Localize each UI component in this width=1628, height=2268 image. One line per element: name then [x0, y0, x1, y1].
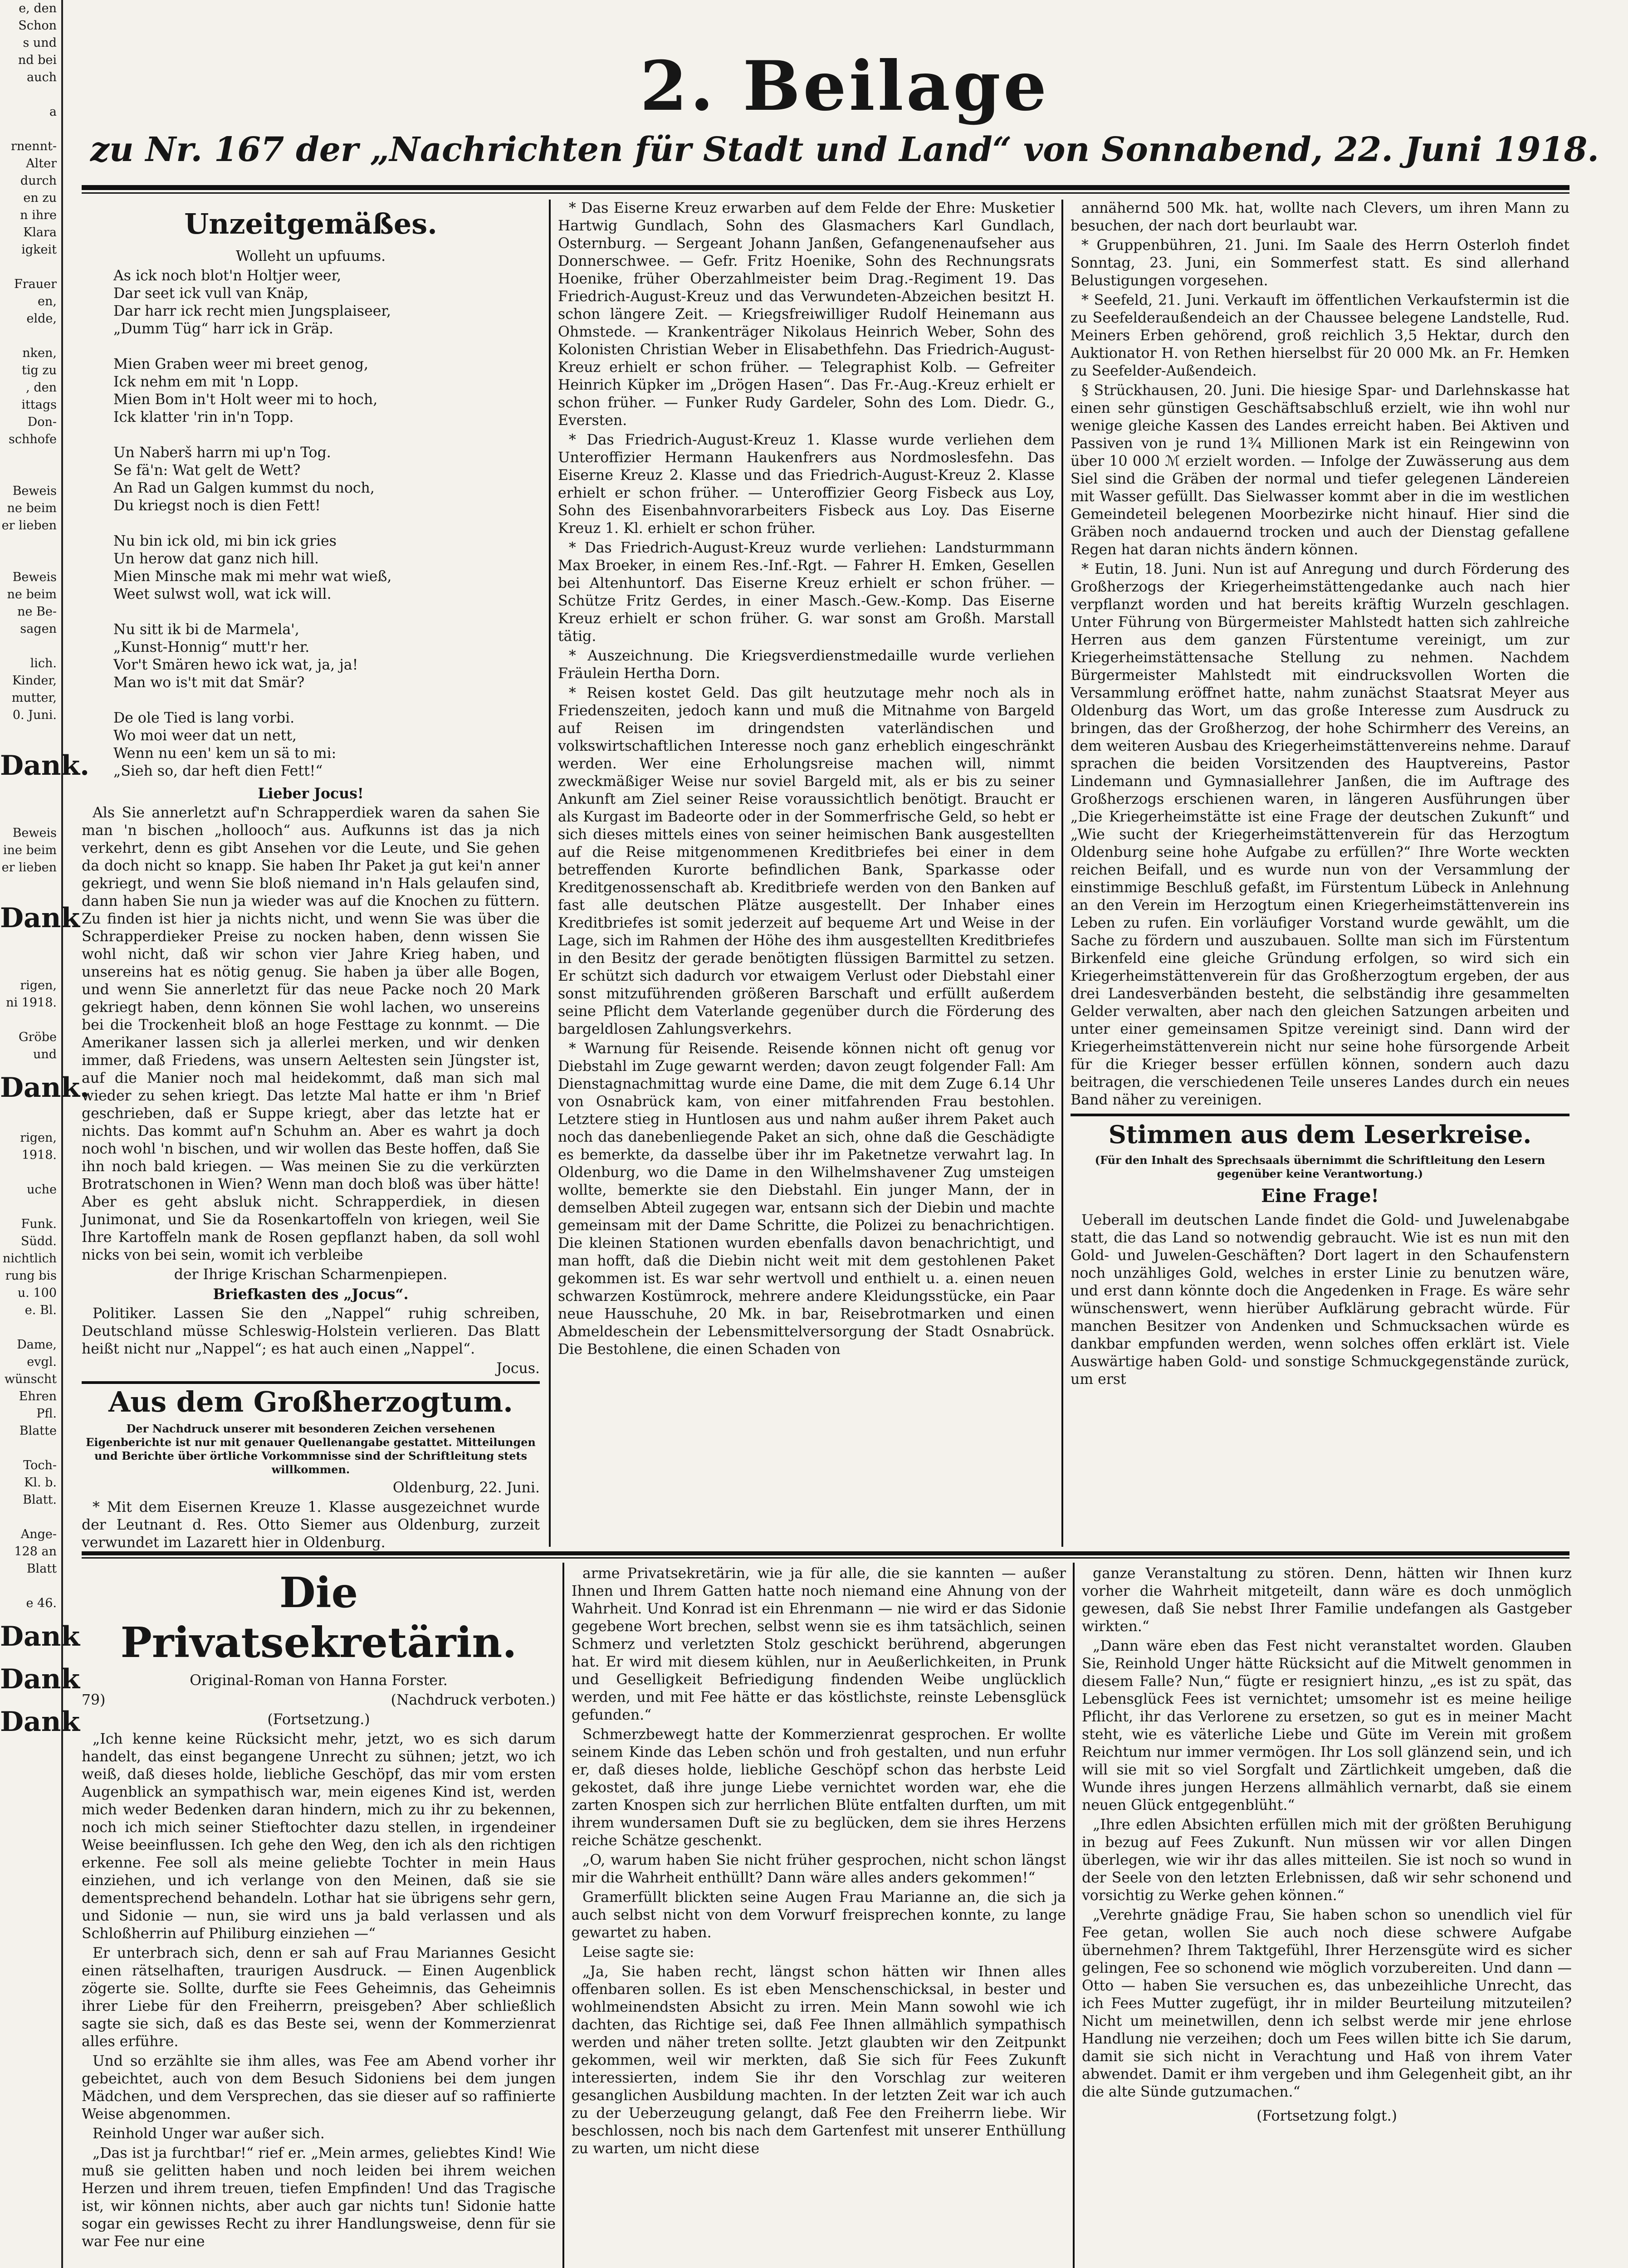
- strip-fragment: [0, 638, 61, 655]
- strip-fragment: [0, 259, 61, 276]
- issue-line: zu Nr. 167 der „Nachrichten für Stadt und Land“ von Sonnabend, 22. Juni 1918.: [90, 130, 1599, 169]
- postbox-signature: Jocus.: [496, 1360, 540, 1377]
- strip-fragment: ne beim: [7, 587, 57, 601]
- strip-fragment: Dame,: [17, 1338, 57, 1352]
- strip-big-word: Dank: [0, 902, 80, 934]
- strip-fragment: [0, 1112, 61, 1129]
- paragraph: * Reisen kostet Geld. Das gilt heutzutage mehr noch als in Friedenszeiten, jedoch kann und muß die Mitnahme von Bargeld auf Reisen im dringendsten vaterländischen und volkswirtschaftlichen Interesse noch ganz erheblich eingeschränkt werden. Wer eine Erholungsreise machen will, nimmt zweckmäßiger Weise nur soviel Bargeld mit, als er bis zu seiner Ankunft am Ziel seiner Reise voraussichtlich benötigt. Braucht er als Kurgast im Badeorte oder in der Sommerfrische Geld, so hebt er sich dieses mittels eines von seiner heimischen Bank ausgestellten auf die Reise mitgenommenen Kreditbriefes bei einer in dem betreffenden Kurorte befindlichen Bank, Sparkasse oder Kreditgenossenschaft ab. Kreditbriefe werden von den Banken auf fast alle deutschen Plätze ausgestellt. Der Inhaber eines Kreditbriefes ist somit jederzeit auf bequeme Art und Weise in der Lage, sich im Rahmen der Höhe des ihm ausgestellten Kreditbriefes in den Besitz der gerade benötigten flüssigen Barmittel zu setzen. Er schützt sich dadurch vor etwaigem Verlust oder Diebstahl einer sonst mitzuführenden größeren Barschaft und erfüllt außerdem seine Pflicht dem Vaterlande gegenüber durch die Förderung des bargeldlosen Zahlungsverkehrs.: [558, 685, 1055, 1037]
- strip-fragment: [0, 327, 61, 345]
- strip-fragment: ni 1918.: [6, 996, 57, 1010]
- novel-end-note: (Fortsetzung folgt.): [1256, 2108, 1397, 2124]
- strip-fragment: [0, 1319, 61, 1336]
- strip-fragment: Frauer: [14, 277, 57, 291]
- novel-byline: Original-Roman von Hanna Forster.: [190, 1672, 448, 1689]
- strip-big-word: Dank.: [0, 750, 89, 782]
- paragraph: * Eutin, 18. Juni. Nun ist auf Anregung und durch Förderung des Großherzogs der Kriegerheimstättengedanke auch nach hier verpflanzt worden und hat bereits kräftig Wurzeln geschlagen. Unter Führung von Bürgermeister Mahlstedt hatten sich zahlreiche Herren aus dem ganzen Fürstentume vereinigt, um zur Kriegerheimstättensache Stellung zu nehmen. Nachdem Bürgermeister Mahlstedt mit eindrucksvollen Worten die Versammlung eröffnet hatte, nahm zunächst Staatsrat Meyer aus Oldenburg das Wort, um das große Interesse zum Ausdruck zu bringen, das der Großherzog, der hohe Schirmherr des Vereins, an dem weiteren Ausbau des Kriegerheimstättenvereins nehme. Darauf sprachen die beiden Vorsitzenden des Hauptvereins, Pastor Lindemann und Gymnasiallehrer Janßen, die im Auftrage des Großherzogs erschienen waren, in längeren Ausführungen über „Die Kriegerheimstätte ist eine Frage der deutschen Zukunft“ und „Wie sucht der Kriegerheimstättenverein für das Herzogtum Oldenburg seine hohe Aufgabe zu erfüllen?“ Ihre Worte weckten reichen Beifall, und es wurde nun von der Versammlung der einstimmige Beschluß gefaßt, im Fürstentum Lübeck in Anlehnung an den Verein im Herzogtum einen Kriegerheimstättenverein ins Leben zu rufen. Ein vorläufiger Vorstand wurde gewählt, um die Sache zu fördern und auszubauen. Sollte man sich im Fürstentum Birkenfeld eine gleiche Gründung erfolgen, so wird sich ein Kriegerheimstättenverein für das Großherzogtum ergeben, der aus drei Landesverbänden besteht, die selbständig ihre gesammelten Gelder verwalten, aber nach den gleichen Satzungen arbeiten und unter einer gemeinsamen Spitze vereinigt sind. Dann wird der Kriegerheimstättenverein nicht nur seine hohe fürsorgende Arbeit für die Krieger besser erfüllen können, sondern auch dazu beitragen, die verschiedenen Teile unseres Landes durch ein neues Band näher zu vereinigen.: [1071, 561, 1569, 1108]
- paragraph: § Strückhausen, 20. Juni. Die hiesige Spar- und Darlehnskasse hat einen sehr günstigen Geschäftsabschluß erzielt, wie ihn wohl nur wenige gleiche Kassen des Landes erreicht haben. Bei Aktiven und Passiven von je rund 1¾ Millionen Mark ist ein Reingewinn von über 10 000 ℳ erzielt worden. — Infolge der Zuwässerung aus dem Siel sind die Gräben der normal und tiefer gelegenen Ländereien mit Wasser gefüllt. Das Sielwasser kommt aber in die im westlichen Gemeindeteil belegenen Moorbezirke nicht hinauf. Hier sind die Gräben noch andauernd trocken und auch der Dienstag gefallene Regen hat daran nichts ändern können.: [1071, 382, 1569, 558]
- strip-fragment: s und: [23, 36, 57, 50]
- novel-reprint-note: (Nachdruck verboten.): [391, 1692, 556, 1708]
- poem-line: Se fä'n: Wat gelt de Wett?: [113, 462, 301, 479]
- strip-fragment: ne Be-: [17, 605, 57, 619]
- strip-fragment: nichtlich: [2, 1251, 57, 1266]
- section-note: Der Nachdruck unserer mit besonderen Zeichen versehenen Eigenberichte ist nur mit genauer Quellenangabe gestattet. Mitteilungen und Berichte über örtliche Vorkommnisse sind der Schriftleitung stets willkommen.: [86, 1422, 536, 1476]
- column-1: [82, 200, 540, 1549]
- strip-fragment: Beweis: [12, 484, 57, 498]
- strip-fragment: Blatt.: [23, 1493, 57, 1507]
- section-rule: [1071, 1114, 1569, 1116]
- strip-fragment: lich.: [30, 656, 57, 670]
- strip-fragment: [0, 534, 61, 552]
- section-rule: [82, 1381, 540, 1384]
- strip-fragment: [0, 1198, 61, 1216]
- column-divider: [1061, 200, 1063, 1547]
- strip-fragment: er lieben: [1, 518, 57, 533]
- news-item: * Mit dem Eisernen Kreuze 1. Klasse ausgezeichnet wurde der Leutnant d. Res. Otto Siemer aus Oldenburg, zurzeit verwundet im Lazarett hier in Oldenburg.: [82, 1499, 540, 1551]
- strip-fragment: ine beim: [3, 843, 57, 857]
- header-rule-thin: [82, 192, 1569, 194]
- strip-fragment: Funk.: [21, 1217, 57, 1231]
- dateline: Oldenburg, 22. Juni.: [392, 1480, 540, 1496]
- strip-fragment: 1918.: [21, 1148, 57, 1162]
- paragraph: „Ihre edlen Absichten erfüllen mich mit der größten Beruhigung in bezug auf Fees Zukunft. Nun müssen wir vor allen Dingen überlegen, wie wir ihr das alles mitteilen. Sie ist noch so wund in der Seele von den letzten Erlebnissen, daß wir sehr schonend und vorsichtig zu Werke gehen können.“: [1082, 1817, 1572, 1904]
- postbox-body: Politiker. Lassen Sie den „Nappel“ ruhig schreiben, Deutschland müsse Schleswig-Holstein verlieren. Das Blatt heißt nicht nur „Nappel“; es hat auch einen „Nappel“.: [82, 1305, 540, 1357]
- paragraph: * Das Friedrich-August-Kreuz 1. Klasse wurde verliehen dem Unteroffizier Hermann Haukenfrers aus Nordmoslesfehn. Das Eiserne Kreuz 2. Klasse und das Friedrich-August-Kreuz 2. Klasse erhielt er schon früher. — Unteroffizier Georg Fisbeck aus Loy, Sohn des Eisenbahnvorarbeiters Fisbeck aus Loy. Das Eiserne Kreuz 1. Kl. erhielt er schon früher.: [558, 432, 1055, 537]
- strip-fragment: [0, 86, 61, 103]
- poem-line: [113, 603, 540, 621]
- strip-fragment: sagen: [20, 622, 57, 636]
- paragraph: „Ja, Sie haben recht, längst schon hätten wir Ihnen alles offenbaren sollen. Es ist eben Menschenschicksal, in bester und wohlmeinendsten Absicht zu irren. Mein Mann sowohl wie ich dachten, das Richtige sei, daß Fee Ihnen allmählich sympathisch werden und näher treten sollte. Jetzt glaubten wir den Zeitpunkt gekommen, weil wir merkten, daß Sie sich für Fees Zukunft interessierten, indem Sie ihr den Vorschlag zur weiteren gesanglichen Ausbildung machten. In der letzten Zeit war ich auch zu der Ueberzeugung gelangt, daß Fee den Freiherrn liebe. Wir beschlossen, noch bis nach dem Gartenfest mit unserer Enthüllung zu warten, um nicht diese: [572, 1964, 1066, 2157]
- strip-fragment: schhofe: [9, 432, 57, 446]
- strip-fragment: auch: [27, 70, 57, 84]
- strip-fragment: Südd.: [20, 1234, 57, 1248]
- paragraph: * Gruppenbühren, 21. Juni. Im Saale des Herrn Osterloh findet Sonntag, 23. Juni, ein Sommerfest statt. Es sind allerhand Belustigungen vorgesehen.: [1071, 237, 1569, 289]
- poem-line: Dar seet ick vull van Knäp,: [113, 285, 308, 302]
- poem-line: „Sieh so, dar heft dien Fett!“: [113, 763, 323, 779]
- strip-fragment: Blatte: [19, 1424, 57, 1438]
- strip-fragment: elde,: [26, 312, 57, 326]
- poem-line: Mien Minsche mak mi mehr wat wieß,: [113, 568, 392, 585]
- strip-fragment: Alter: [26, 156, 57, 171]
- strip-fragment: rung bis: [5, 1269, 57, 1283]
- strip-fragment: ne beim: [7, 501, 57, 515]
- strip-fragment: Toch-: [23, 1458, 57, 1472]
- poem-line: Wenn nu een' kem un sä to mi:: [113, 745, 337, 762]
- paragraph: * Seefeld, 21. Juni. Verkauft im öffentlichen Verkaufstermin ist die zu Seefelderaußendeich an der Chaussee belegene Landstelle, Rud. Meiners Erben gehörend, groß reichlich 3,5 Hektar, durch den Auktionator H. von Rethen hierselbst für 20 000 Mk. an Fr. Hemken zu Seefelder-Außendeich.: [1071, 292, 1569, 379]
- poem-line: Wo moi weer dat un nett,: [113, 728, 297, 744]
- strip-fragment: [0, 1012, 61, 1029]
- paragraph: Schmerzbewegt hatte der Kommerzienrat gesprochen. Er wollte seinem Kinde das Leben schön und froh gestalten, und nun erfuhr er, daß dieses holde, liebliche Geschöpf schon das herbste Leid gekostet, daß ihre junge Liebe vernichtet worden war, ehe die zarten Knospen sich zur herrlichen Blüte entfalten durften, um mit ihrem wundersamen Duft sie zu beglücken, dem sie ihres Herzens reiche Schätze geschenkt.: [572, 1726, 1066, 1849]
- strip-big-word: Dank: [0, 1621, 80, 1652]
- question-title: Eine Frage!: [1261, 1185, 1379, 1207]
- poem: [82, 267, 540, 780]
- section-title: Aus dem Großherzogtum.: [108, 1385, 513, 1418]
- strip-fragment: e 46.: [26, 1596, 57, 1610]
- poem-line: As ick noch blot'n Holtjer weer,: [113, 268, 342, 284]
- postbox-heading: Briefkasten des „Jocus“.: [213, 1286, 409, 1303]
- poem-line: Un Naberš harrn mi up'n Tog.: [113, 445, 331, 461]
- strip-fragment: Ange-: [20, 1527, 57, 1541]
- strip-fragment: Ehren: [19, 1389, 57, 1403]
- poem-line: Mien Bom in't Holt weer mi to hoch,: [113, 391, 378, 408]
- paragraph: ganze Veranstaltung zu stören. Denn, hätten wir Ihnen kurz vorher die Wahrheit mitgeteilt, dann wäre es doch unmöglich gewesen, daß Sie nebst Ihrer Familie undefangen als Gastgeber wirkten.“: [1082, 1565, 1572, 1635]
- poem-line: Dar harr ick recht mien Jungsplaiseer,: [113, 303, 391, 319]
- poem-line: Mien Graben weer mi breet genog,: [113, 356, 369, 372]
- strip-big-word: Dank: [0, 1663, 80, 1695]
- strip-fragment: [0, 943, 61, 960]
- section-note: (Für den Inhalt des Sprechsaals übernimmt die Schriftleitung den Lesern gegenüber keine Verantwortung.): [1095, 1154, 1545, 1180]
- strip-fragment: en,: [38, 294, 57, 308]
- paragraph: „Ich kenne keine Rücksicht mehr, jetzt, wo es sich darum handelt, das einst begangene Unrecht zu sühnen; jetzt, wo ich weiß, daß dieses holde, liebliche Geschöpf, das mir vom ersten Augenblick an sympathisch war, mein eigenes Kind ist, werden mich weder Bedenken daran hindern, mich zu ihr zu bekennen, noch ich mich seiner Stieftochter dazu stellen, in irgendeiner Weise beeinflussen. Ich gehe den Weg, den ich als den richtigen erkenne. Fee soll als meine geliebte Tochter in mein Haus einziehen, und ich verlange von den Meinen, daß sie sie dementsprechend behandeln. Lothar hat sie übrigens sehr gern, und Sidonie — nun, sie wird uns ja bald verlassen und als Schloßherrin auf Philiburg einziehen —“: [82, 1731, 556, 1942]
- strip-fragment: Kl. b.: [24, 1476, 57, 1490]
- strip-fragment: [0, 960, 61, 977]
- strip-fragment: [0, 552, 61, 569]
- strip-fragment: wünscht: [4, 1372, 57, 1386]
- poem-line: „Kunst-Honnig“ mutt'r her.: [113, 639, 310, 655]
- paragraph: * Warnung für Reisende. Reisende können nicht oft genug vor Diebstahl im Zuge gewarnt werden; davon zeugt folgender Fall: Am Dienstagnachmittag wurde eine Dame, die mit dem Zuge 6.14 Uhr von Osnabrück kam, von einer mitfahrenden Frau bestohlen. Letztere stieg in Huntlosen aus und nahm außer ihrem Paket auch noch das danebenliegende Paket an sich, ohne daß die Geschädigte es bemerkte, da dasselbe über ihr im Paketnetze verwahrt lag. In Oldenburg, wo die Dame in den Wilhelmshavener Zug umsteigen wollte, bemerkte sie den Diebstahl. Ein junger Mann, der in demselben Abteil zugegen war, entsann sich der Diebin und machte gemeinsam mit der Dame Schritte, die Polizei zu benachrichtigen. Die kleinen Stationen wurden ebenfalls davon benachrichtigt, und man hofft, daß die Diebin nicht weit mit dem gestohlenen Paket gekommen ist. Es war sehr wertvoll und enthielt u. a. einen neuen schwarzen Kostümrock, mehrere andere Kleidungsstücke, ein Paar neue Hausschuhe, 20 Mk. in bar, Reisebrotmarken und einen Abmeldeschein der Lebensmittelversorgung der Stadt Osnabrück. Die Bestohlene, die einen Schaden von: [558, 1041, 1055, 1358]
- poem-line: [113, 426, 540, 444]
- strip-fragment: [0, 790, 61, 807]
- poem-line: Ick klatter 'rin in'n Topp.: [113, 409, 294, 425]
- poem-line: An Rad un Galgen kummst du noch,: [113, 480, 375, 496]
- paragraph: Er unterbrach sich, denn er sah auf Frau Mariannes Gesicht einen rätselhaften, traurigen Ausdruck. — Einen Augenblick zögerte sie. Sollte, durfte sie Fees Geheimnis, das Geheimnis ihrer Liebe für den Freiherrn, preisgeben? Aber schließlich sagte sie sich, daß es das Beste sei, wenn der Kommerzienrat alles erführe.: [82, 1945, 556, 2050]
- strip-fragment: u. 100: [17, 1286, 57, 1300]
- strip-fragment: , den: [26, 381, 57, 395]
- strip-fragment: rigen,: [20, 1131, 57, 1145]
- paragraph: „O, warum haben Sie nicht früher gesprochen, nicht schon längst mir die Wahrheit enthüllt? Dann wäre alles anders gekommen!“: [572, 1852, 1066, 1886]
- strip-fragment: ittags: [21, 398, 57, 412]
- paragraph: * Auszeichnung. Die Kriegsverdienstmedaille wurde verliehen Fräulein Hertha Dorn.: [558, 648, 1055, 682]
- strip-fragment: Beweis: [12, 570, 57, 584]
- mid-page-rule-thin: [82, 1557, 1569, 1559]
- strip-big-word: Dank: [0, 1706, 80, 1738]
- strip-fragment: Don-: [27, 415, 57, 429]
- strip-fragment: Pfl.: [36, 1407, 57, 1421]
- novel-column-divider: [562, 1563, 564, 2268]
- article-title: Unzeitgemäßes.: [184, 207, 437, 240]
- strip-fragment: [0, 807, 61, 825]
- strip-fragment: nd bei: [18, 53, 57, 67]
- strip-fragment: er lieben: [1, 860, 57, 875]
- strip-fragment: en zu: [23, 191, 57, 205]
- strip-fragment: a: [49, 105, 57, 119]
- poem-line: Vor't Smären hewo ick wat, ja, ja!: [113, 657, 358, 673]
- paragraph: „Das ist ja furchtbar!“ rief er. „Mein armes, geliebtes Kind! Wie muß sie gelitten haben und noch leiden bei ihrem weichen Herzen und ihrem treuen, tiefen Empfinden! Und das Tragische ist, wir können nichts, aber auch gar nichts tun! Sidonie hatte sogar ein gewisses Recht zu ihrer Handlungsweise, denn für sie war Fee nur eine: [82, 2145, 556, 2250]
- strip-fragment: [0, 1164, 61, 1181]
- strip-fragment: nken,: [22, 346, 57, 360]
- strip-fragment: Beweis: [12, 826, 57, 840]
- novel-title: Die Privatsekretärin.: [120, 1568, 517, 1667]
- column-3: [1071, 200, 1569, 1549]
- paragraph: * Das Eiserne Kreuz erwarben auf dem Felde der Ehre: Musketier Hartwig Gundlach, Sohn des Glasmachers Karl Gundlach, Osternburg. — Sergeant Johann Janßen, Gefangenenaufseher aus Donnerschwee. — Gefr. Fritz Hoenike, Sohn des Rechnungsrats Hoenike, früher Oberzahlmeister beim Drag.-Regiment 19. Das Friedrich-August-Kreuz und das Verwundeten-Abzeichen besitzt H. schon längere Zeit. — Kriegsfreiwilliger Rudolf Heinemann aus Ohmstede. — Krankenträger Nikolaus Heinrich Weber, Sohn des Kolonisten Christian Weber in Elisabethfehn. Das Friedrich-August-Kreuz erhielt er schon früher. — Telegraphist Kolb. — Gefreiter Heinrich Küpker im „Drögen Hasen“. Das Fr.-Aug.-Kreuz erhielt er schon früher. — Funker Rudy Gardeler, Sohn des Lom. Diedr. G., Eversten.: [558, 200, 1055, 429]
- question-body: Ueberall im deutschen Lande findet die Gold- und Juwelenabgabe statt, die das Land so notwendig gebraucht. Wie ist es nun mit den Gold- und Juwelen-Geschäften? Dort lagert in den Schaufenstern noch unzähliges Gold, welches in erster Linie zu benutzen wäre, und erst dann könnte doch die Angedenken in Frage. Es wäre sehr wünschenswert, wenn hierüber Aufklärung gebracht würde. Für manchen Besitzer von Andenken und Schmucksachen würde es dankbar empfunden werden, wenn solches offen erklärt ist. Viele Auswärtige haben Gold- und sonstige Schmuckgegenstände zurück, um erst: [1071, 1212, 1569, 1388]
- poem-line: Ick nehm em mit 'n Lopp.: [113, 374, 299, 390]
- poem-line: Nu bin ick old, mi bin ick gries: [113, 533, 337, 549]
- column-2: [558, 200, 1055, 1549]
- letter-signature: der Ihrige Krischan Scharmenpiepen.: [174, 1266, 448, 1283]
- strip-fragment: [0, 876, 61, 894]
- column-divider: [549, 200, 551, 1547]
- strip-fragment: [0, 1578, 61, 1595]
- poem-line: Du kriegst noch is dien Fett!: [113, 498, 321, 514]
- strip-fragment: Blatt: [26, 1562, 57, 1576]
- novel-column-1: [82, 1565, 556, 2268]
- strip-fragment: 128 an: [14, 1545, 57, 1559]
- paragraph: * Das Friedrich-August-Kreuz wurde verliehen: Landsturmmann Max Broeker, in einem Res.-Inf.-Rgt. — Fahrer H. Emken, Gesellen bei Altenhuntorf. Das Eiserne Kreuz erhielt er schon früher. — Schütze Fritz Gerdes, in einer Masch.-Gew.-Komp. Das Eiserne Kreuz erhielt er schon früher. G. war sonst am Großh. Marstall tätig.: [558, 540, 1055, 645]
- poem-line: Weet sulwst woll, wat ick will.: [113, 586, 332, 602]
- strip-fragment: 0. Juni.: [12, 708, 57, 722]
- column-3-news: [1071, 200, 1569, 1109]
- novel-continuation: (Fortsetzung.): [267, 1711, 370, 1728]
- strip-fragment: [0, 724, 61, 741]
- strip-fragment: rnennt-: [10, 139, 57, 153]
- paragraph: Leise sagte sie:: [582, 1944, 694, 1960]
- paragraph: Gramerfüllt blickten seine Augen Frau Marianne an, die sich ja auch selbst nicht von dem Vorwurf freisprechen konnte, zu lange gewartet zu haben.: [572, 1889, 1066, 1941]
- novel-column-2: [572, 1565, 1066, 2268]
- strip-fragment: igkeit: [21, 243, 57, 257]
- strip-fragment: Gröbe: [19, 1030, 57, 1044]
- paragraph: annähernd 500 Mk. hat, wollte nach Clevers, um ihren Mann zu besuchen, der nach dort beurlaubt war.: [1071, 200, 1569, 234]
- strip-fragment: rigen,: [20, 978, 57, 992]
- poem-line: [113, 338, 540, 356]
- strip-fragment: [0, 448, 61, 465]
- paragraph: Reinhold Unger war außer sich.: [93, 2126, 325, 2142]
- strip-fragment: n ihre: [20, 208, 57, 222]
- poem-line: „Dumm Tüg“ harr ick in Gräp.: [113, 321, 333, 337]
- strip-fragment: uche: [27, 1183, 57, 1197]
- poem-subtitle: Wolleht un upfuums.: [235, 248, 386, 264]
- mid-page-rule: [82, 1551, 1569, 1555]
- novel-installment-number: 79): [82, 1692, 106, 1708]
- strip-fragment: und: [33, 1047, 57, 1061]
- letter-heading: Lieber Jocus!: [258, 785, 364, 802]
- novel-column-divider: [1073, 1563, 1075, 2268]
- letter-body: Als Sie annerletzt auf'n Schrapperdiek waren da sahen Sie man 'n bischen „hollooch“ aus. Aufkunns ist das ja nich verkehrt, denn es gibt Ansehen vor die Leute, und Sie gehen da doch nicht so knapp. Sie haben Ihr Paket ja gut kei'n anner gekriegt, und wenn Sie bloß niemand in'n Hals gelaufen sind, dann haben Sie nun ja wieder was auf die Knochen zu füttern. Zu finden ist hier ja nichts nicht, und wenn Sie was über die Schrapperdieker Preise zu nocken haben, denn wissen Sie wohl nicht, daß wir schon vier Jahre Krieg haben, und unsereins hat es nötig genug. Sie haben ja über alle Bogen, und wenn Sie annerletzt für das neue Packe noch 20 Mark gekriegt haben, denn können Sie wohl lachen, wo unsereins bei die Trockenheit bloß an hoge Festtage zu konnmt. — Die Amerikaner lassen sich ja allerlei merken, und wir denken immer, daß Friedens, was unsern Aeltesten sein Jüngster ist, auf die Manier noch mal heidekommt, daß man sich mal wieder zu sehen kriegt. Das letzte Mal hatte er ihm 'n Brief geschrieben, daß er Suppe kriegt, aber das letzte hat er nichts. Das kommt auf'n Schuhm an. Aber es wahrt ja doch noch wohl 'n bischen, und wir wollen das Beste hoffen, daß Sie ihn noch bald kriegen. — Was meinen Sie zu die verkürzten Brotratschonen in Wien? Wenn man doch bloß was über hätte! Aber es geht absluk nicht. Schrapperdiek, in diesen Junimonat, und Sie da Rosenkartoffeln von kriegen, weil Sie Ihre Kartoffeln mank de Rosen gepflanzt haben, da soll wohl nicks von bei sein, womit ich verbleibe: [82, 805, 540, 1263]
- header-rule: [82, 185, 1569, 190]
- poem-line: Nu sitt ik bi de Marmela',: [113, 621, 299, 638]
- strip-fragment: tig zu: [22, 363, 57, 377]
- poem-line: [113, 515, 540, 533]
- novel-text: [82, 1730, 556, 2251]
- poem-line: De ole Tied is lang vorbi.: [113, 710, 295, 726]
- strip-fragment: e, den: [19, 1, 57, 15]
- strip-fragment: [0, 1440, 61, 1457]
- section-title: Stimmen aus dem Leserkreise.: [1108, 1120, 1532, 1149]
- poem-line: [113, 692, 540, 709]
- paragraph: arme Privatsekretärin, wie ja für alle, die sie kannten — außer Ihnen und Ihrem Gatten hatte noch niemand eine Ahnung von der Wahrheit. Und Konrad ist ein Ehrenmann — nie wird er das Sidonie gegebene Wort brechen, selbst wenn sie es ihm tatsächlich, seinen Schmerz und verletzten Stolz geschickt berührend, abgerungen hat. Er wird mit diesem kühlen, nur in Aeußerlichkeiten, in Prunk und Geselligkeit Befriedigung findenden Weibe unglücklich werden, und mit Fee hätte er das köstlichste, reinste Lebensglück gefunden.“: [572, 1565, 1066, 1723]
- poem-line: Un herow dat ganz nich hill.: [113, 551, 319, 567]
- paragraph: „Dann wäre eben das Fest nicht veranstaltet worden. Glauben Sie, Reinhold Unger hätte Rücksicht auf die Mitwelt genommen in diesem Falle? Nun,“ fügte er resigniert hinzu, „es ist zu spät, das Lebensglück Fees ist vernichtet; umsomehr ist es meine heilige Pflicht, ihr das Verlorene zu ersetzen, so gut es in meiner Macht steht, wie es väterliche Liebe und Güte im Verein mit großem Reichtum nur immer vermögen. Ihr Los soll glänzend sein, und ich will sie mit so viel Sorgfalt und Zärtlichkeit umgeben, daß die Wunde ihres jungen Herzens allmählich vernarbt, daß sie einem neuen Glück entgegenblüht.“: [1082, 1638, 1572, 1813]
- novel-text: [1082, 1565, 1572, 2101]
- strip-fragment: [0, 465, 61, 483]
- strip-fragment: durch: [20, 174, 57, 188]
- strip-fragment: e. Bl.: [24, 1303, 57, 1317]
- left-neighbor-page-strip: [0, 0, 89, 2268]
- novel-meta: [82, 1691, 556, 1709]
- strip-fragment: [0, 1509, 61, 1526]
- strip-fragment: Klara: [23, 225, 57, 240]
- strip-fragment: mutter,: [11, 691, 57, 705]
- strip-fragment: Schon: [18, 19, 57, 33]
- strip-fragment: evgl.: [27, 1355, 57, 1369]
- poem-line: Man wo is't mit dat Smär?: [113, 675, 305, 691]
- paragraph: Und so erzählte sie ihm alles, was Fee am Abend vorher ihr gebeichtet, auch von dem Besuch Sidoniens bei dem jungen Mädchen, und dem Versprechen, das sie dieser auf so raffinierte Weise abgenommen.: [82, 2053, 556, 2122]
- supplement-title: 2. Beilage: [640, 46, 1050, 126]
- strip-big-word: Dank.: [0, 1072, 89, 1104]
- novel-column-3: [1082, 1565, 1572, 2268]
- strip-fragment: [0, 121, 61, 138]
- paragraph: „Verehrte gnädige Frau, Sie haben schon so unendlich viel für Fee getan, wollen Sie auch noch diese schwere Aufgabe übernehmen? Ihrem Taktgefühl, Ihrer Herzensgüte wird es sicher gelingen, Fee so schonend wie möglich vorzubereiten. Und dann — Otto — haben Sie versuchen es, das unbezeihliche Unrecht, das ich Fees Mutter zugefügt, ihr in milder Beurteilung mitzuteilen? Nicht um meinetwillen, denn ich selbst werde mir jene ehrlose Handlung nie verzeihen; doch um Fees willen bitte ich Sie darum, damit sie sich nicht in Verachtung und Haß von ihrem Vater abwendet. Damit er ihm vergeben und ihm Gelegenheit gibt, an ihr die alte Sünde gutzumachen.“: [1082, 1907, 1572, 2100]
- strip-fragment: Kinder,: [12, 674, 57, 688]
